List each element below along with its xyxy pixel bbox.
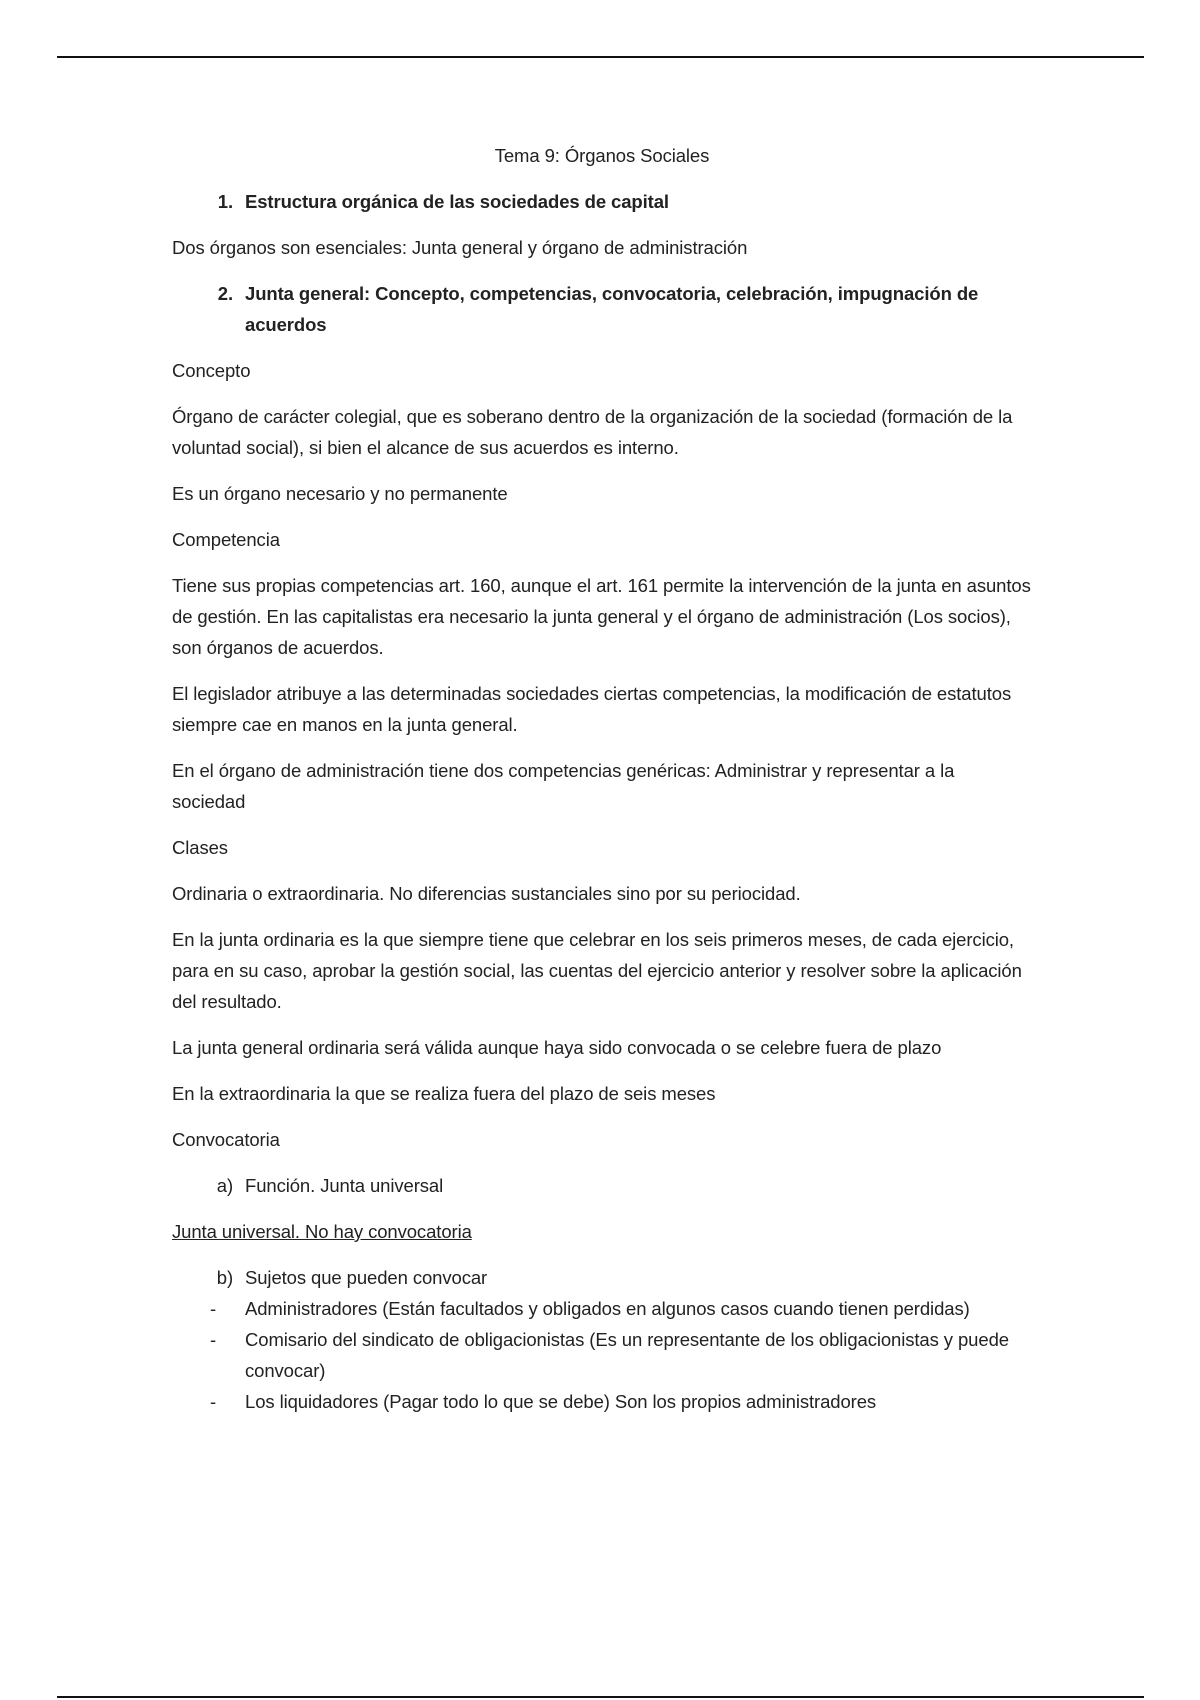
paragraph: La junta general ordinaria será válida aunque haya sido convocada o se celebre fuera de plazo bbox=[172, 1037, 942, 1058]
bullet-text: Administradores (Están facultados y obligados en algunos casos cuando tienen perdidas) bbox=[245, 1298, 970, 1319]
section-heading-2 bbox=[172, 278, 1032, 340]
document-body bbox=[172, 140, 1032, 1417]
item-text: Función. Junta universal bbox=[245, 1175, 444, 1196]
subsection-label-concepto: Concepto bbox=[172, 360, 251, 381]
item-text: Sujetos que pueden convocar bbox=[245, 1267, 488, 1288]
dash-bullet: - bbox=[210, 1391, 217, 1412]
paragraph: En la extraordinaria la que se realiza fuera del plazo de seis meses bbox=[172, 1083, 716, 1104]
section-number: 2. bbox=[217, 283, 233, 304]
top-rule bbox=[57, 56, 1144, 58]
list-item bbox=[172, 1293, 1032, 1324]
bullet-text: Comisario del sindicato de obligacionistas (Es un representante de los obligacionistas y puede convocar) bbox=[245, 1329, 1009, 1381]
section-heading-1 bbox=[172, 186, 1032, 217]
section-heading-text: Junta general: Concepto, competencias, convocatoria, celebración, impugnación de acuerdos bbox=[245, 283, 979, 335]
list-item-a bbox=[172, 1170, 1032, 1201]
paragraph: Ordinaria o extraordinaria. No diferencias sustanciales sino por su periocidad. bbox=[172, 883, 801, 904]
dash-bullet: - bbox=[210, 1298, 217, 1319]
paragraph: Órgano de carácter colegial, que es soberano dentro de la organización de la sociedad (formación de la voluntad social), si bien el alcance de sus acuerdos es interno. bbox=[172, 406, 1013, 458]
bottom-rule bbox=[57, 1696, 1144, 1698]
subsection-label-convocatoria: Convocatoria bbox=[172, 1129, 280, 1150]
item-letter: a) bbox=[216, 1175, 233, 1196]
paragraph: Dos órganos son esenciales: Junta general y órgano de administración bbox=[172, 237, 748, 258]
subsection-label-competencia: Competencia bbox=[172, 529, 280, 550]
list-item bbox=[172, 1386, 1032, 1417]
paragraph: En el órgano de administración tiene dos competencias genéricas: Administrar y representar a la sociedad bbox=[172, 760, 955, 812]
list-item bbox=[172, 1324, 1032, 1386]
underlined-subheading: Junta universal. No hay convocatoria bbox=[172, 1221, 472, 1242]
section-heading-text: Estructura orgánica de las sociedades de capital bbox=[245, 191, 669, 212]
item-letter: b) bbox=[216, 1267, 233, 1288]
dash-bullet: - bbox=[210, 1329, 217, 1350]
paragraph: El legislador atribuye a las determinadas sociedades ciertas competencias, la modificación de estatutos siempre cae en manos en la junta general. bbox=[172, 683, 1012, 735]
section-number: 1. bbox=[217, 191, 233, 212]
list-item-b bbox=[172, 1262, 1032, 1293]
paragraph: En la junta ordinaria es la que siempre tiene que celebrar en los seis primeros meses, de cada ejercicio, para en su caso, aprobar la gestión social, las cuentas del ejercicio anterior y resolver sobre la aplicación del resultado. bbox=[172, 929, 1022, 1012]
document-title: Tema 9: Órganos Sociales bbox=[494, 145, 710, 166]
bullet-list bbox=[172, 1293, 1032, 1417]
bullet-text: Los liquidadores (Pagar todo lo que se debe) Son los propios administradores bbox=[245, 1391, 877, 1412]
paragraph: Tiene sus propias competencias art. 160, aunque el art. 161 permite la intervención de la junta en asuntos de gestión. En las capitalistas era necesario la junta general y el órgano de administración (Los socios), son órganos de acuerdos. bbox=[172, 575, 1031, 658]
subsection-label-clases: Clases bbox=[172, 837, 228, 858]
paragraph: Es un órgano necesario y no permanente bbox=[172, 483, 508, 504]
